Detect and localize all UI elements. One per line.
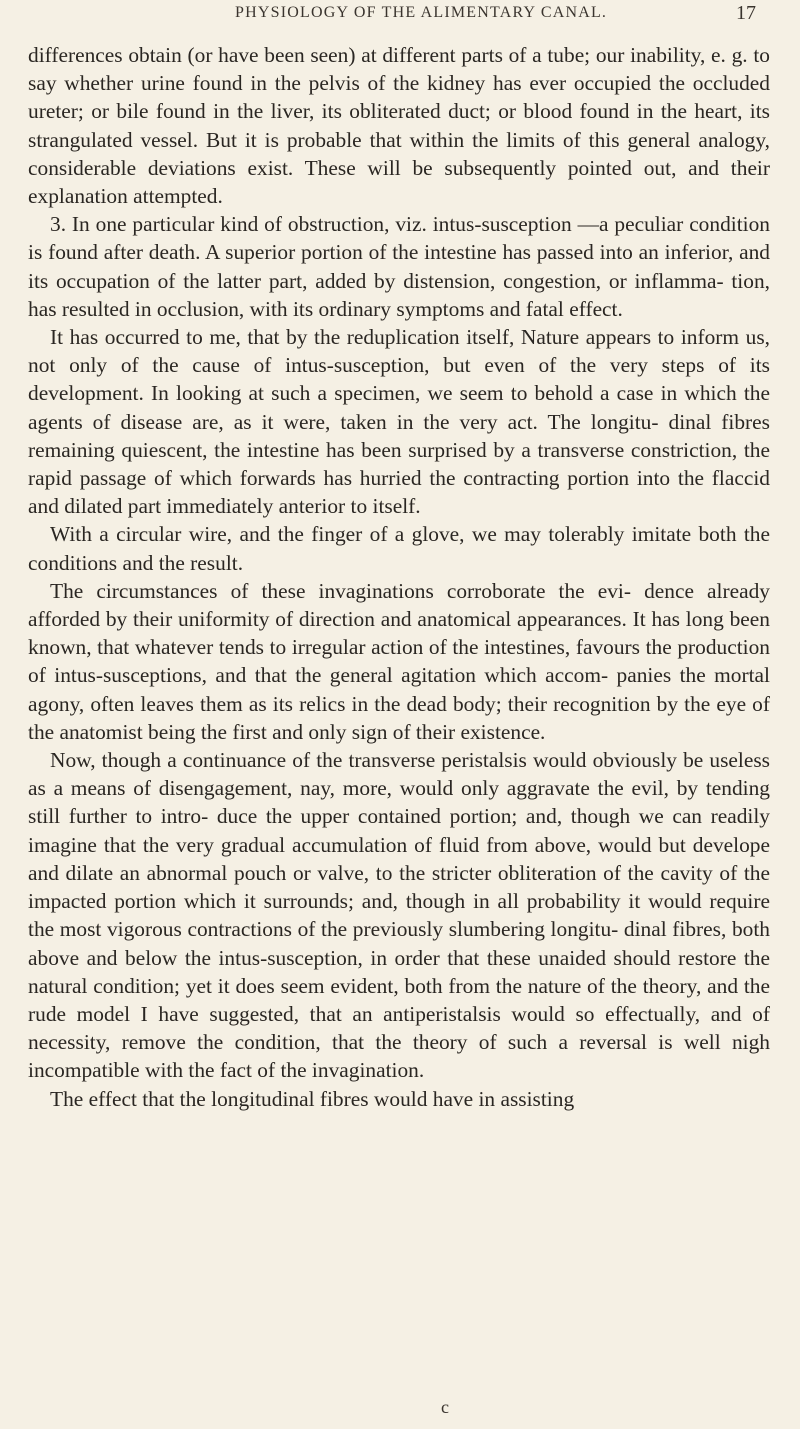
page-number: 17 [736,2,756,24]
paragraph: The effect that the longitudinal fibres would have in assisting [50,1086,575,1111]
paragraph: It has occurred to me, that by the reduplication itself, Nature appears to inform us, not only of the cause of intus-susception, but even of the very steps of its development. In looking at such a specimen, we seem to behold a case in which the agents of disease are, as it were, taken in the very act. The longitu- dinal fibres remaining quiescent, the intestine has been surprised by a transverse constriction, the rapid passage of which forwards has hurried the contracting portion into the flaccid and dilated part immediately anterior to itself. [28,325,770,519]
paragraph: With a circular wire, and the finger of a glove, we may tolerably imitate both the conditions and the result. [28,522,770,575]
running-head: PHYSIOLOGY OF THE ALIMENTARY CANAL. [235,4,608,21]
signature-mark: c [441,1397,449,1417]
paragraph: 3. In one particular kind of obstruction, viz. intus-susception —a peculiar condition is found after death. A superior portion of the intestine has passed into an inferior, and its occupation of the latter part, added by distension, congestion, or inflamma- tion, has resulted in occlusion, with its ordinary symptoms and fatal effect. [28,212,770,321]
paragraph: Now, though a continuance of the transverse peristalsis would obviously be useless as a means of disengagement, nay, more, would only aggravate the evil, by tending still further to intro- duce the upper contained portion; and, though we can readily imagine that the very gradual accumulation of fluid from above, would but develope and dilate an abnormal pouch or valve, to the stricter obliteration of the cavity of the impacted portion which it surrounds; and, though in all probability it would require the most vigorous contractions of the previously slumbering longitu- dinal fibres, both above and below the intus-susception, in order that these unaided should restore the natural condition; yet it does seem evident, both from the nature of the theory, and the rude model I have suggested, that an antiperistalsis would so effectually, and of necessity, remove the condition, that the theory of such a reversal is well nigh incompatible with the fact of the invagination. [28,748,770,1083]
body-text [28,41,770,1113]
paragraph: differences obtain (or have been seen) at different parts of a tube; our inability, e. g. to say whether urine found in the pelvis of the kidney has ever occupied the occluded ureter; or bile found in the liver, its obliterated duct; or blood found in the heart, its strangulated vessel. But it is probable that within the limits of this general analogy, considerable deviations exist. These will be subsequently pointed out, and their explanation attempted. [28,43,770,209]
paragraph: The circumstances of these invaginations corroborate the evi- dence already afforded by their uniformity of direction and anatomical appearances. It has long been known, that whatever tends to irregular action of the intestines, favours the production of intus-susceptions, and that the general agitation which accom- panies the mortal agony, often leaves them as its relics in the dead body; their recognition by the eye of the anatomist being the first and only sign of their existence. [28,578,770,744]
